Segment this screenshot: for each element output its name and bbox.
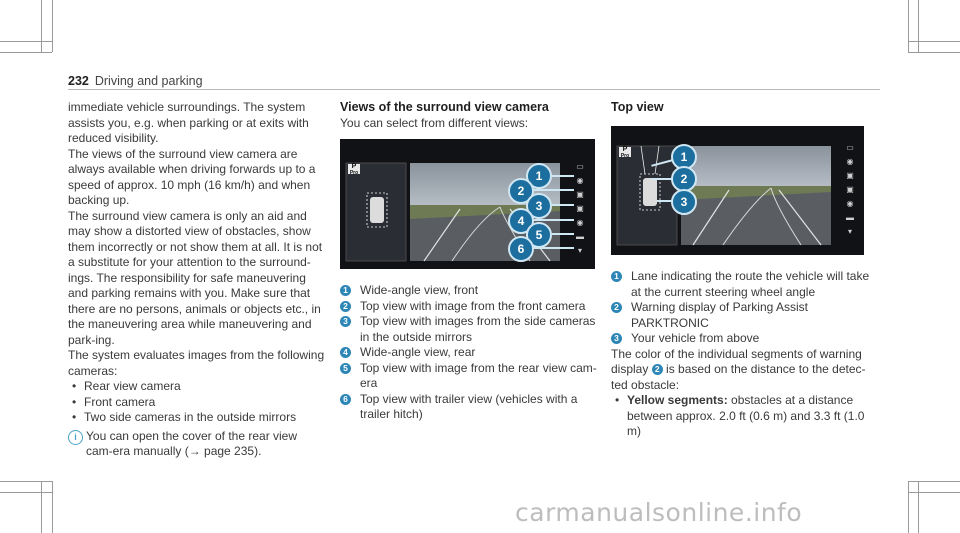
callout-line bbox=[552, 204, 574, 206]
paragraph: The surround view camera is only an aid and may show a distorted view of obstacles, show them incorrectly or not show them at all. It is not a substitute for your attention to the surround-ings. The responsibility for safe maneuvering and parking remains with you. Make sure that there are no persons, animals or objects etc., in the maneuvering area while maneuvering and park-ing. bbox=[68, 208, 323, 347]
list-item: 3 Top view with images from the side cameras in the outside mirrors bbox=[340, 314, 602, 345]
number-badge: 5 bbox=[340, 363, 351, 374]
list-item: 3 Your vehicle from above bbox=[611, 331, 879, 347]
callout-5: 5 bbox=[526, 222, 552, 248]
callout-2: 2 bbox=[508, 178, 534, 204]
view-menu-icon: ◉ bbox=[576, 176, 584, 185]
number-badge: 2 bbox=[611, 302, 622, 313]
crop-mark bbox=[908, 492, 960, 493]
callout-line bbox=[651, 178, 673, 180]
info-icon: i bbox=[68, 430, 83, 445]
crop-mark bbox=[0, 41, 52, 42]
list-item: 6 Top view with trailer view (vehicles with a trailer hitch) bbox=[340, 392, 602, 423]
section-title: Driving and parking bbox=[94, 74, 203, 88]
view-menu-icon: ▾ bbox=[577, 246, 582, 255]
view-menu-icon: ▣ bbox=[576, 204, 584, 213]
view-menu-icon: ▬ bbox=[576, 232, 584, 241]
crop-mark bbox=[908, 481, 909, 533]
crop-mark bbox=[41, 0, 42, 52]
callout-line bbox=[532, 189, 574, 191]
note-text: You can open the cover of the rear view cam-era manually (→ page 235). bbox=[86, 428, 298, 458]
paragraph: The views of the surround view camera are always available when driving forwards up to a speed of approx. 10 mph (16 km/h) and when backing up. bbox=[68, 146, 316, 207]
view-menu-icon: ▣ bbox=[846, 185, 854, 194]
screen-p-badge: P Pro bbox=[349, 163, 359, 176]
number-badge: 6 bbox=[340, 394, 351, 405]
running-header bbox=[68, 74, 203, 88]
view-menu-icon: ▣ bbox=[576, 190, 584, 199]
screen-p-badge: P Pro bbox=[620, 146, 630, 159]
bullet-label: Yellow segments: bbox=[627, 393, 728, 407]
callout-1: 1 bbox=[671, 144, 697, 170]
note bbox=[68, 429, 326, 460]
crop-mark bbox=[908, 0, 909, 52]
view-menu-icon: ▬ bbox=[846, 213, 854, 222]
number-badge: 2 bbox=[340, 301, 351, 312]
number-badge: 3 bbox=[611, 333, 622, 344]
column-3-text bbox=[611, 269, 879, 440]
crop-mark bbox=[918, 481, 919, 533]
callout-6: 6 bbox=[508, 236, 534, 262]
crop-mark bbox=[52, 0, 53, 52]
crop-mark bbox=[0, 492, 52, 493]
number-badge: 1 bbox=[611, 271, 622, 282]
list-item: • Two side cameras in the outside mirrors bbox=[68, 410, 326, 426]
list-item: 1 Lane indicating the route the vehicle will take at the current steering wheel angle bbox=[611, 269, 879, 300]
view-menu-icon: ◉ bbox=[576, 218, 584, 227]
column-2-list bbox=[340, 283, 602, 423]
callout-4: 4 bbox=[508, 208, 534, 234]
section-heading: Views of the surround view camera bbox=[340, 100, 549, 114]
paragraph: The color of the individual segments of warning display 2 is based on the distance to the detec-ted obstacle: bbox=[611, 346, 866, 392]
callout-line bbox=[552, 175, 574, 177]
callout-3: 3 bbox=[671, 189, 697, 215]
paragraph: You can select from different views: bbox=[340, 115, 529, 130]
section-heading: Top view bbox=[611, 100, 664, 114]
top-view-screen-image bbox=[611, 126, 864, 255]
list-item: 2 Warning display of Parking Assist PARKTRONIC bbox=[611, 300, 879, 331]
crop-mark bbox=[908, 41, 960, 42]
list-item: 4 Wide-angle view, rear bbox=[340, 345, 602, 361]
callout-line bbox=[552, 233, 574, 235]
crop-mark bbox=[0, 52, 52, 53]
view-menu-icon: ▭ bbox=[576, 162, 584, 171]
watermark: carmanualsonline.info bbox=[515, 498, 803, 527]
view-menu-icon: ▣ bbox=[846, 171, 854, 180]
crop-mark bbox=[908, 481, 960, 482]
camera-scene bbox=[611, 126, 864, 255]
view-menu-icon: ◉ bbox=[846, 199, 854, 208]
list-item: 5 Top view with image from the rear view cam-era bbox=[340, 361, 602, 392]
paragraph: The system evaluates images from the following cameras: bbox=[68, 348, 325, 378]
list-item: • Rear view camera bbox=[68, 379, 326, 395]
crop-mark bbox=[908, 52, 960, 53]
number-badge: 4 bbox=[340, 347, 351, 358]
list-item: • Front camera bbox=[68, 395, 326, 411]
callout-2: 2 bbox=[671, 166, 697, 192]
list-item: 1 Wide-angle view, front bbox=[340, 283, 602, 299]
crop-mark bbox=[0, 481, 52, 482]
header-rule bbox=[68, 89, 880, 90]
number-badge: 2 bbox=[652, 364, 663, 375]
crop-mark bbox=[52, 481, 53, 533]
page-number: 232 bbox=[68, 74, 89, 88]
column-3 bbox=[611, 100, 879, 116]
callout-1: 1 bbox=[526, 163, 552, 189]
view-menu-icon: ▾ bbox=[847, 227, 852, 236]
view-menu-icon: ◉ bbox=[846, 157, 854, 166]
number-badge: 3 bbox=[340, 316, 351, 327]
column-1 bbox=[68, 100, 326, 460]
column-2 bbox=[340, 100, 602, 131]
view-menu-icon: ▭ bbox=[846, 143, 854, 152]
crop-mark bbox=[41, 481, 42, 533]
callout-3: 3 bbox=[526, 193, 552, 219]
crop-mark bbox=[918, 0, 919, 52]
surround-view-screen-image bbox=[340, 139, 595, 269]
callout-line bbox=[532, 219, 574, 221]
list-item: 2 Top view with image from the front camera bbox=[340, 299, 602, 315]
paragraph: immediate vehicle surroundings. The system assists you, e.g. when parking or at exits with reduced visibility. bbox=[68, 100, 309, 145]
list-item: • Yellow segments: obstacles at a distance between approx. 2.0 ft (0.6 m) and 3.3 ft (1.0 m) bbox=[611, 393, 879, 440]
number-badge: 1 bbox=[340, 285, 351, 296]
